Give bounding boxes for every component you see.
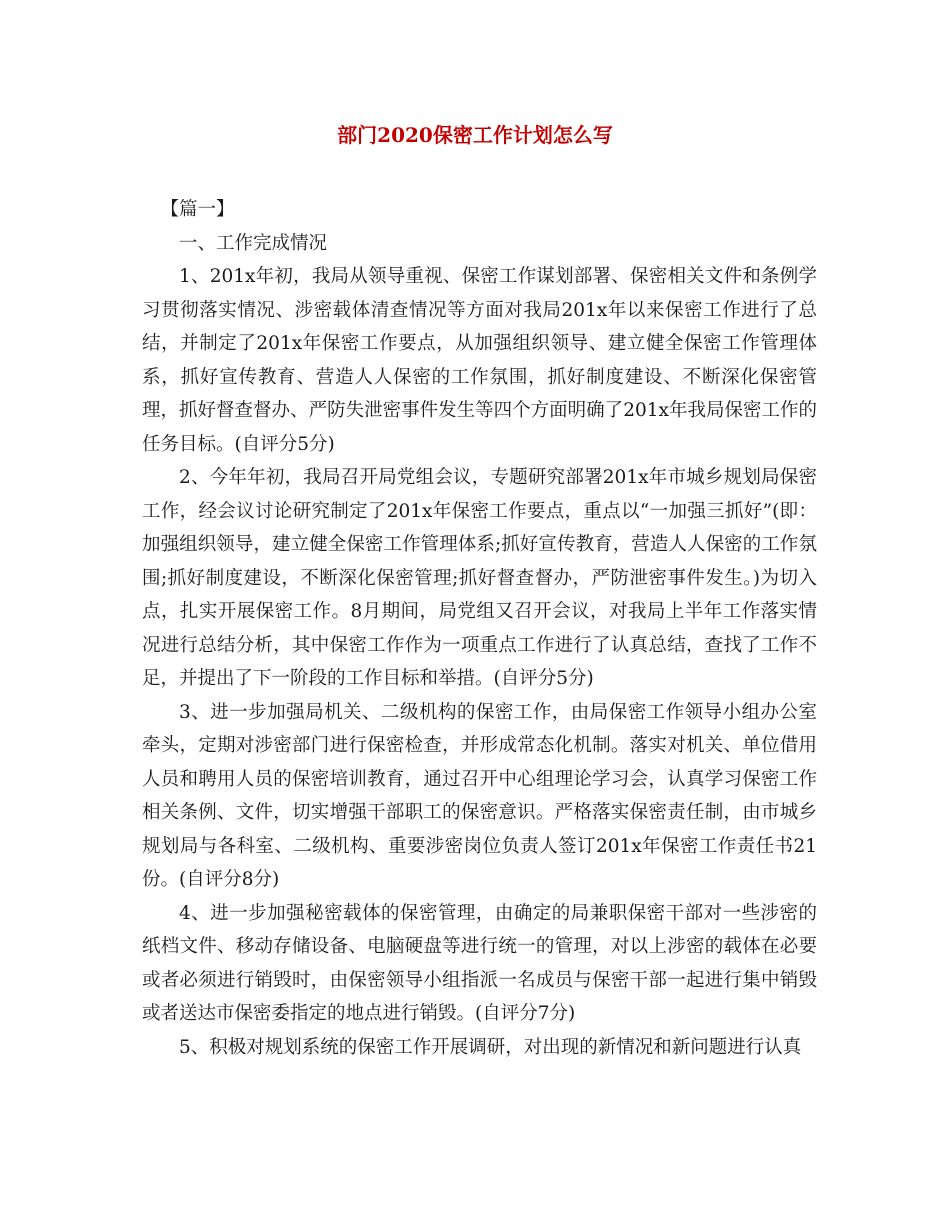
subsection-heading: 一、工作完成情况	[179, 232, 328, 254]
paragraph: 1、201x年初，我局从领导重视、保密工作谋划部署、保密相关文件和条例学习贯彻落实情况、涉密载体清查情况等方面对我局201x年以来保密工作进行了总结，并制定了201x年保密工作要点，从加强组织领导、建立健全保密工作管理体系，抓好宣传教育、营造人人保密的工作氛围，抓好制度建设、不断深化保密管理，抓好督查督办、严防失泄密事件发生等四个方面明确了201x年我局保密工作的任务目标。(自评分5分)	[142, 266, 817, 455]
document-body	[142, 193, 817, 1064]
section-heading: 【篇一】	[160, 199, 235, 220]
paragraph: 4、进一步加强秘密载体的保密管理，由确定的局兼职保密干部对一些涉密的纸档文件、移动存储设备、电脑硬盘等进行统一的管理，对以上涉密的载体在必要或者必须进行销毁时，由保密领导小组指派一名成员与保密干部一起进行集中销毁或者送达市保密委指定的地点进行销毁。(自评分7分)	[142, 902, 817, 1024]
paragraph: 2、今年年初，我局召开局党组会议，专题研究部署201x年市城乡规划局保密工作，经会议讨论研究制定了201x年保密工作要点，重点以“一加强三抓好”(即：加强组织领导，建立健全保密工作管理体系;抓好宣传教育，营造人人保密的工作氛围;抓好制度建设，不断深化保密管理;抓好督查督办，严防泄密事件发生。)为切入点，扎实开展保密工作。8月期间，局党组又召开会议，对我局上半年工作落实情况进行总结分析，其中保密工作作为一项重点工作进行了认真总结，查找了工作不足，并提出了下一阶段的工作目标和举措。(自评分5分)	[142, 467, 817, 689]
paragraph: 5、积极对规划系统的保密工作开展调研，对出现的新情况和新问题进行认真	[179, 1036, 802, 1058]
document-title: 部门2020保密工作计划怎么写	[337, 123, 613, 147]
paragraph: 3、进一步加强局机关、二级机构的保密工作，由局保密工作领导小组办公室牵头，定期对涉密部门进行保密检查，并形成常态化机制。落实对机关、单位借用人员和聘用人员的保密培训教育，通过召开中心组理论学习会，认真学习保密工作相关条例、文件，切实增强干部职工的保密意识。严格落实保密责任制，由市城乡规划局与各科室、二级机构、重要涉密岗位负责人签订201x年保密工作责任书21份。(自评分8分)	[142, 701, 817, 890]
